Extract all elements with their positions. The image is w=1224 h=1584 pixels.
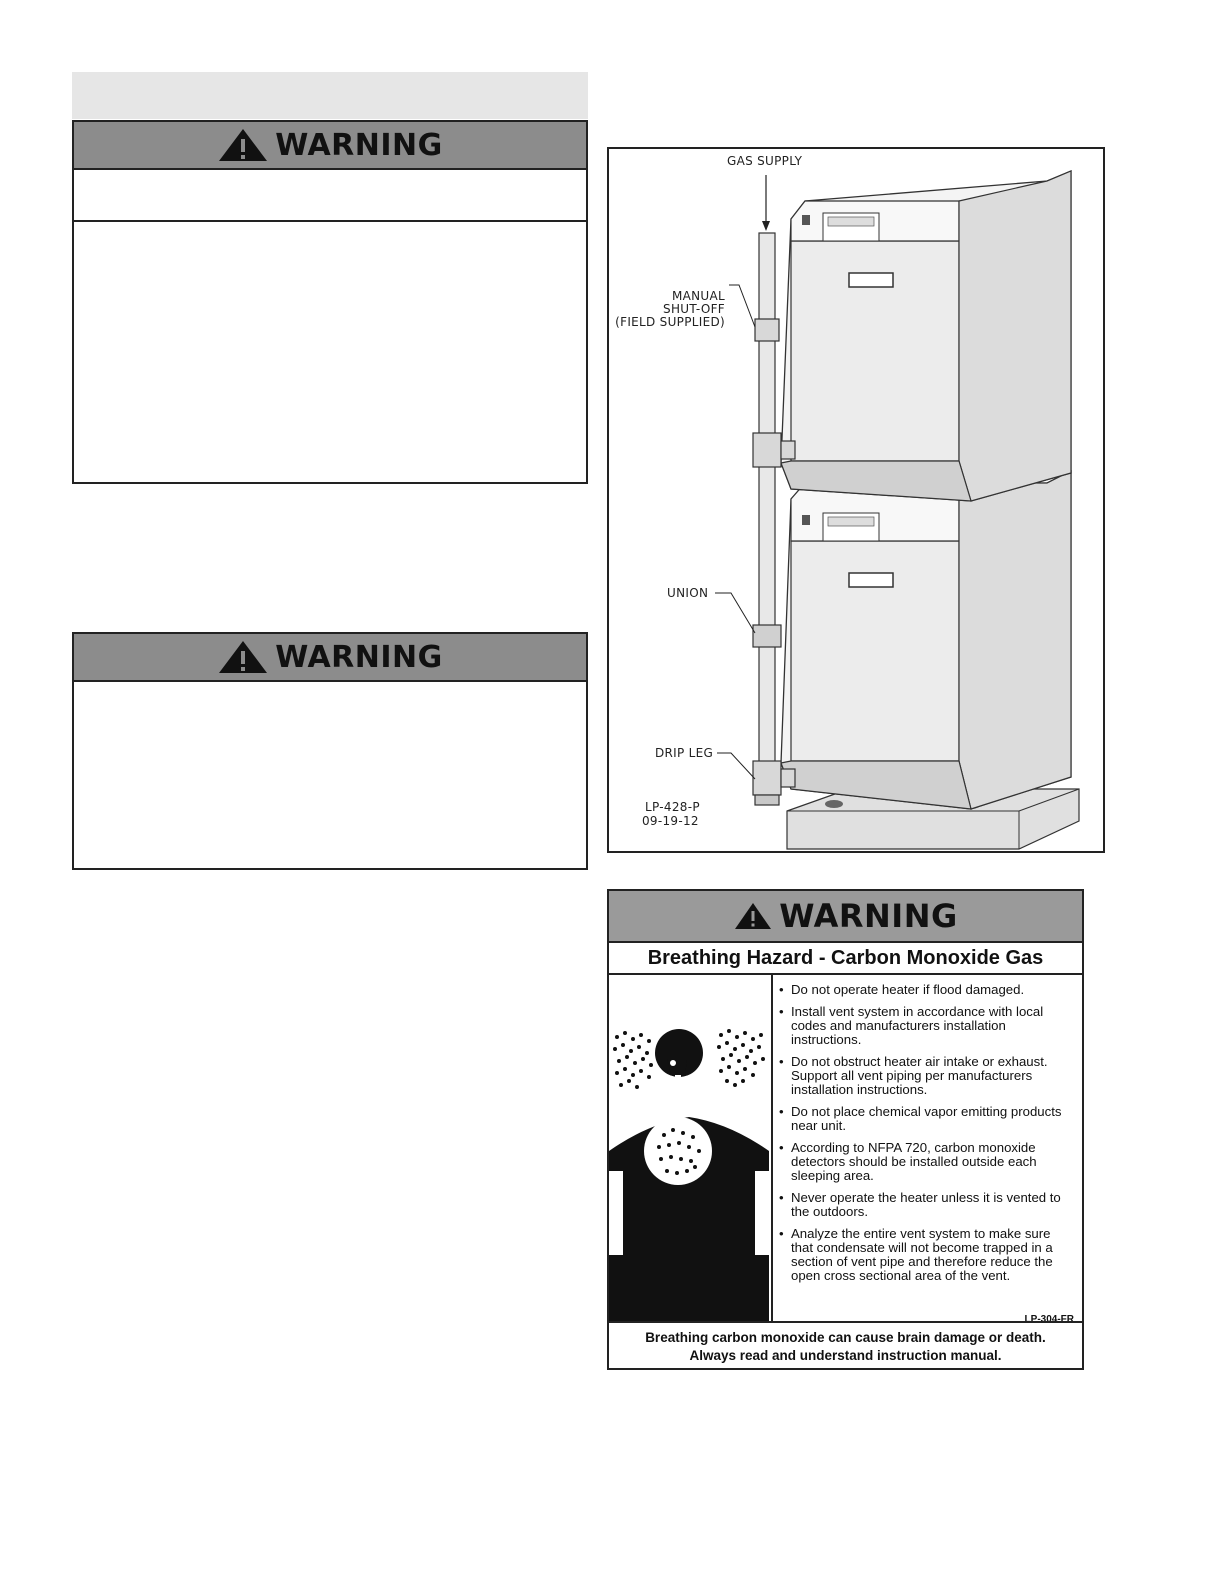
list-item: • Do not place chemical vapor emitting products near unit. — [779, 1104, 1062, 1133]
warning-triangle-icon — [217, 127, 269, 163]
carbon-monoxide-warning-label — [607, 889, 1084, 1370]
warning-heading: WARNING — [275, 639, 443, 675]
co-label-footer: Breathing carbon monoxide can cause brain damage or death. Always read and understand instruction manual. — [609, 1321, 1082, 1368]
list-item: • Analyze the entire vent system to make sure that condensate will not become trapped in a section of vent pipe and therefore reduce the open cross sectional area of the vent. — [779, 1226, 1053, 1283]
breathing-hazard-pictogram — [609, 975, 773, 1321]
section-header-band — [72, 72, 588, 119]
co-precautions-list — [773, 975, 1082, 1329]
figure-code: LP-428-P — [645, 800, 700, 814]
list-item: • Never operate the heater unless it is vented to the outdoors. — [779, 1190, 1061, 1219]
manual-shutoff-callout: MANUAL SHUT-OFF (FIELD SUPPLIED) — [615, 289, 725, 329]
warning-heading: WARNING — [275, 127, 443, 163]
gas-piping-figure — [607, 147, 1105, 853]
warning-triangle-icon — [217, 639, 269, 675]
figure-date: 09-19-12 — [642, 814, 699, 828]
co-hazard-title: Breathing Hazard - Carbon Monoxide Gas — [609, 943, 1082, 975]
co-warning-heading: WARNING — [779, 897, 958, 935]
union-callout: UNION — [667, 586, 709, 600]
co-warning-banner — [609, 891, 1082, 943]
warning-box-1 — [72, 120, 588, 484]
warning-banner — [74, 634, 586, 682]
warning-box-2 — [72, 632, 588, 870]
warning-divider — [74, 220, 586, 222]
list-item: • Do not operate heater if flood damaged. — [779, 982, 1025, 997]
list-item: • Do not obstruct heater air intake or exhaust. Support all vent piping per manufacturers installation instructions. — [779, 1054, 1048, 1097]
list-item: • Install vent system in accordance with local codes and manufacturers installation instructions. — [779, 1004, 1044, 1047]
drip-leg-callout: DRIP LEG — [655, 746, 714, 760]
co-label-code: LP-304-FR — [1024, 1314, 1074, 1325]
warning-triangle-icon — [733, 901, 773, 931]
list-item: • According to NFPA 720, carbon monoxide detectors should be installed outside each sleeping area. — [779, 1140, 1037, 1183]
warning-banner — [74, 122, 586, 170]
person-inhaling-gas-icon — [609, 975, 769, 1321]
gas-supply-callout: GAS SUPPLY — [727, 154, 803, 168]
